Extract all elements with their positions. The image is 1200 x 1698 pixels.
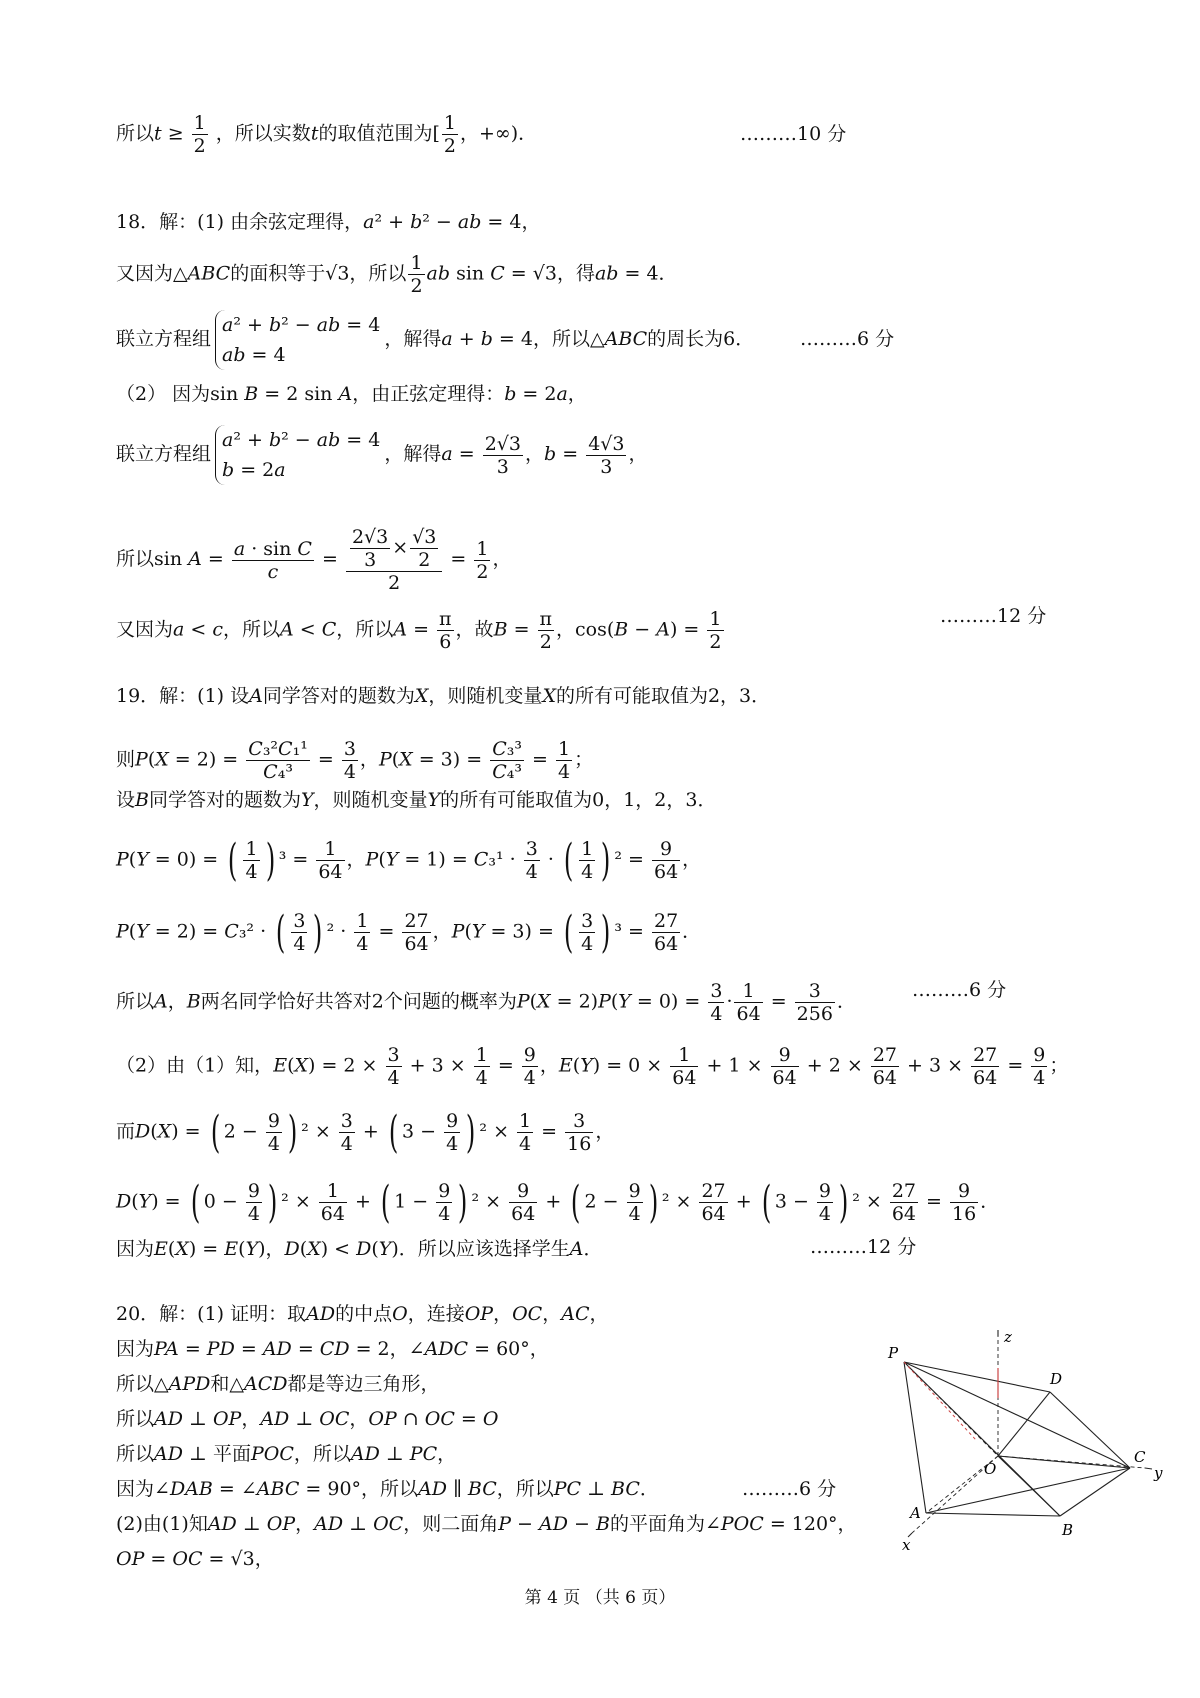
q19-line-8: 而D(X) = ( 2 − $\frac{9}{4}$ ) ² × $\frac{3}{4}$ + ( 3 − $\frac{9}{4}$ ) ² × $\frac{1}{4}$ = $\frac{3}{16}$ ， xyxy=(116,1106,615,1158)
label-O: O xyxy=(984,1460,997,1478)
q19-line-2: 则P(X = 2) = $\frac{\text{C₃²C₁¹}}{\text{C₄³}}$ = $\frac{3}{4}$ ，P(X = 3) = $\frac{\text{C₃³}}{\text{C₄³}}$ = $\frac{1}{4}$ ； xyxy=(116,738,594,783)
pyramid-figure xyxy=(880,1328,1180,1558)
edge-PC xyxy=(904,1362,1130,1468)
q18-line-2: 又因为△ABC的面积等于√3，所以 $\frac{1}{2}$ ab sin C = √3，得ab = 4． xyxy=(116,252,678,297)
q20-line-2: 因为PA = PD = AD = CD = 2，∠ADC = 60°， xyxy=(116,1338,549,1360)
q19-line-9: D(Y) = ( 0 − $\frac{9}{4}$ ) ² × $\frac{1}{64}$ + ( 1 − $\frac{9}{4}$ ) ² × $\frac{9}{64}$ + ( 2 − $\frac{9}{4}$ ) ² × $\frac{27}{64}$ + ( 3 − $\frac{9}{4}$ ) ² × $\frac{27}{64}$ = $\frac{9}{16}$ ． xyxy=(116,1176,1000,1228)
label-D: D xyxy=(1050,1370,1063,1388)
edge-AC xyxy=(926,1468,1130,1513)
label-y: y xyxy=(1154,1464,1163,1482)
q18-score-2: ………12 分 xyxy=(940,605,1047,627)
q19-score-1: ………6 分 xyxy=(912,979,1007,1001)
q19-line-1: 19．解：(1) 设A同学答对的题数为X，则随机变量X的所有可能取值为2，3． xyxy=(116,685,771,707)
label-B: B xyxy=(1062,1521,1074,1539)
edge-AB xyxy=(926,1513,1060,1516)
label-x: x xyxy=(902,1536,911,1554)
q20-line-6: 因为∠DAB = ∠ABC = 90°，所以AD ∥ BC，所以PC ⊥ BC． xyxy=(116,1478,659,1500)
q18-line-7: 又因为a < c，所以A < C，所以A = $\frac{\pi}{6}$ ，故B = $\frac{\pi}{2}$ ，cos(B − A) = $\frac{1}{2}$ xyxy=(116,608,722,653)
q20-line-1: 20．解：(1) 证明：取AD的中点O，连接OP，OC，AC， xyxy=(116,1303,609,1325)
label-C: C xyxy=(1134,1448,1146,1466)
q18-line-3: 联立方程组 a² + b² − ab = 4 ab = 4 ，解得a + b = 4，所以△ABC的周长为6． xyxy=(116,310,754,370)
q18-line-4: （2） 因为sin B = 2 sin A，由正弦定理得：b = 2a， xyxy=(116,383,587,405)
q20-line-8: OP = OC = √3， xyxy=(116,1548,274,1570)
score-top: ………10 分 xyxy=(740,123,847,145)
q20-line-5: 所以AD ⊥ 平面POC，所以AD ⊥ PC， xyxy=(116,1443,457,1465)
top-line: 所以t ≥ $\frac{1}{2}$ ，所以实数t的取值范围为[ $\frac{1}{2}$ ，+∞)． xyxy=(116,112,538,157)
q19-line-4: P(Y = 0) = ( $\frac{1}{4}$ ) ³ = $\frac{1}{64}$ ，P(Y = 1) = C₃¹ · $\frac{3}{4}$ · ( $\frac{1}{4}$ ) ² = $\frac{9}{64}$ ， xyxy=(116,834,702,886)
edge-PD xyxy=(904,1362,1050,1392)
label-P: P xyxy=(888,1344,899,1362)
q18-line-1: 18．解：(1) 由余弦定理得，a² + b² − ab = 4， xyxy=(116,211,541,233)
q20-line-7: (2)由(1)知AD ⊥ OP，AD ⊥ OC，则二面角P − AD − B的平面角为∠POC = 120°， xyxy=(116,1513,857,1535)
q20-line-3: 所以△APD和△ACD都是等边三角形， xyxy=(116,1373,440,1395)
seg-OC xyxy=(998,1456,1130,1468)
q18-line-5: 联立方程组 a² + b² − ab = 4 b = 2a ，解得a = $\frac{2√3}{3}$ ，b = $\frac{4√3}{3}$ ， xyxy=(116,425,648,485)
q18-line-6: 所以sin A = $\frac{\text{a · sin C}}{c}$ = $\frac{2√3}{3}$ × $\frac{√3}{2}$ 2 = $\frac{1}{2}$ ， xyxy=(116,526,512,594)
q19-line-10: 因为E(X) = E(Y)，D(X) < D(Y)．所以应该选择学生A． xyxy=(116,1238,603,1260)
arrow-y xyxy=(1145,1468,1152,1469)
q20-line-4: 所以AD ⊥ OP，AD ⊥ OC，OP ∩ OC = O xyxy=(116,1408,499,1430)
q20-score-1: ………6 分 xyxy=(742,1478,837,1500)
page-footer: 第 4 页 （共 6 页） xyxy=(524,1588,676,1608)
q19-line-7: （2）由（1）知，E(X) = 2 × $\frac{3}{4}$ + 3 × $\frac{1}{4}$ = $\frac{9}{4}$ ，E(Y) = 0 × $\frac{1}{64}$ + 1 × $\frac{9}{64}$ + 2 × $\frac{27}{64}$ + 3 × $\frac{27}{64}$ = $\frac{9}{4}$ ； xyxy=(116,1044,1069,1089)
q19-score-2: ………12 分 xyxy=(810,1236,917,1258)
q19-line-5: P(Y = 2) = C₃² · ( $\frac{3}{4}$ ) ² · $\frac{1}{4}$ = $\frac{27}{64}$ ，P(Y = 3) = ( $\frac{3}{4}$ ) ³ = $\frac{27}{64}$ ． xyxy=(116,906,702,958)
q18-score-1: ………6 分 xyxy=(800,328,895,350)
label-z: z xyxy=(1004,1328,1012,1346)
edge-DC xyxy=(1050,1392,1130,1468)
q19-line-3: 设B同学答对的题数为Y，则随机变量Y的所有可能取值为0，1，2，3． xyxy=(116,789,717,811)
label-A: A xyxy=(910,1504,921,1522)
seg-OD xyxy=(998,1392,1050,1456)
seg-red-P xyxy=(904,1362,976,1440)
q19-line-6: 所以A，B两名同学恰好共答对2个问题的概率为P(X = 2)P(Y = 0) = $\frac{3}{4}$ · $\frac{1}{64}$ = $\frac{3}{256}$ ． xyxy=(116,980,856,1025)
edge-PA xyxy=(904,1362,926,1513)
